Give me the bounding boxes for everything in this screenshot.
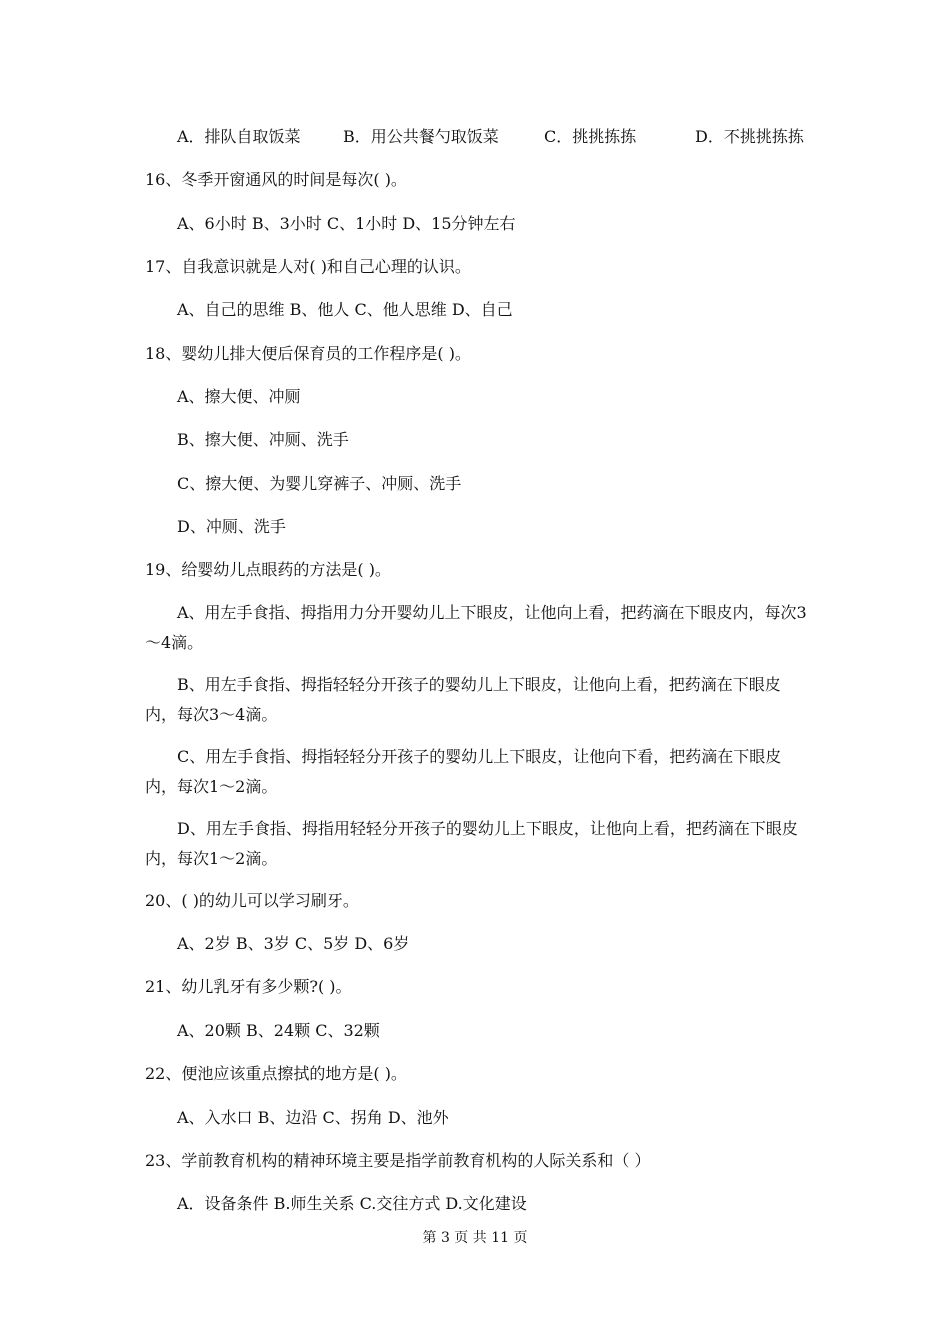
q16-options: A、6小时 B、3小时 C、1小时 D、15分钟左右 [177,214,516,233]
q18-option-d: D、冲厕、洗手 [177,517,286,536]
q17-options: A、自己的思维 B、他人 C、他人思维 D、自己 [177,300,513,319]
q19-stem: 19、给婴幼儿点眼药的方法是( )。 [145,560,391,579]
q19-option-b: B、用左手食指、拇指轻轻分开孩子的婴幼儿上下眼皮，让他向上看，把药滴在下眼皮内，每次3～4滴。 [145,675,781,724]
q17-stem: 17、自我意识就是人对( )和自己心理的认识。 [145,257,471,276]
q15-option-a: A．排队自取饭菜 [177,127,301,146]
q22-stem: 22、便池应该重点擦拭的地方是( )。 [145,1064,407,1083]
q16-stem: 16、冬季开窗通风的时间是每次( )。 [145,170,407,189]
q20-stem: 20、( )的幼儿可以学习刷牙。 [145,891,359,910]
q19-option-a: A、用左手食指、拇指用力分开婴幼儿上下眼皮，让他向上看，把药滴在下眼皮内，每次3～4滴。 [145,603,807,652]
q15-option-b: B．用公共餐勺取饭菜 [343,127,499,146]
q15-option-d: D．不挑挑拣拣 [695,127,804,146]
q18-option-c: C、擦大便、为婴儿穿裤子、冲厕、洗手 [177,474,462,493]
q23-stem: 23、学前教育机构的精神环境主要是指学前教育机构的人际关系和（ ） [145,1151,651,1170]
q19-option-c: C、用左手食指、拇指轻轻分开孩子的婴幼儿上下眼皮，让他向下看，把药滴在下眼皮内，每次1～2滴。 [145,747,782,796]
q20-options: A、2岁 B、3岁 C、5岁 D、6岁 [177,934,410,953]
q15-option-c: C．挑挑拣拣 [544,127,637,146]
q18-option-a: A、擦大便、冲厕 [177,387,301,406]
q19-option-d: D、用左手食指、拇指用轻轻分开孩子的婴幼儿上下眼皮，让他向上看，把药滴在下眼皮内，每次1～2滴。 [145,819,798,868]
q18-stem: 18、婴幼儿排大便后保育员的工作程序是( )。 [145,344,471,363]
page-footer: 第 3 页 共 11 页 [422,1230,528,1246]
q21-stem: 21、幼儿乳牙有多少颗?( )。 [145,977,352,996]
q18-option-b: B、擦大便、冲厕、洗手 [177,430,349,449]
q21-options: A、20颗 B、24颗 C、32颗 [177,1021,380,1040]
q22-options: A、入水口 B、边沿 C、拐角 D、池外 [177,1108,449,1127]
q23-options: A．设备条件 B.师生关系 C.交往方式 D.文化建设 [177,1194,527,1213]
